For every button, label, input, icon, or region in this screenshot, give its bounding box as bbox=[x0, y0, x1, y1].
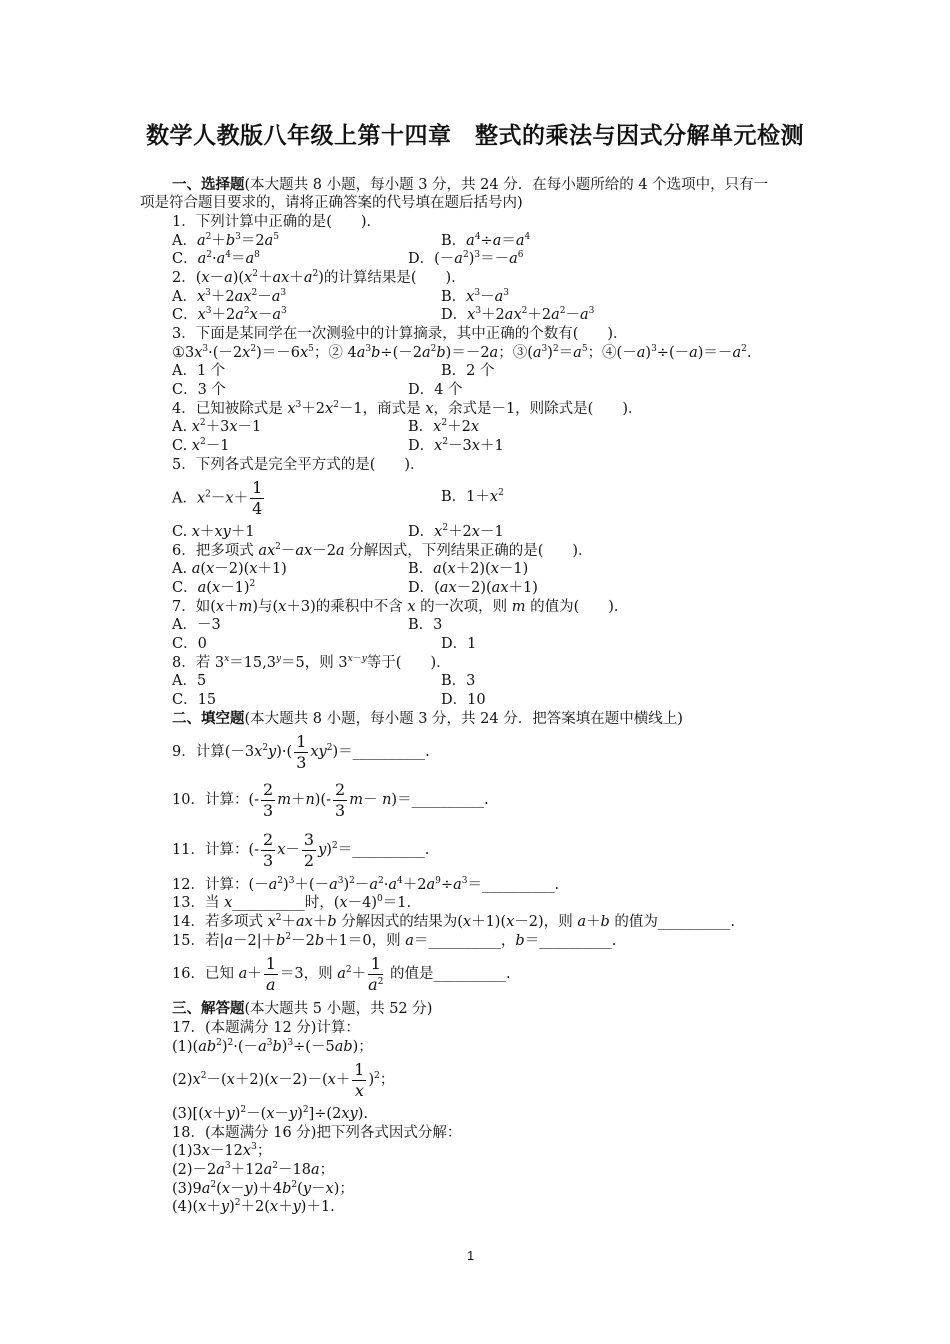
q2-stem-text: 的计算结果是( )． bbox=[323, 270, 466, 286]
q7-option-c: C．0 bbox=[172, 636, 207, 652]
q9: 9．计算$(-3x^2y)\cdot$( $\frac{1}{3}$ $xy^2)=\_\_\_\_\_\_\_\_\_\_$. bbox=[172, 731, 430, 772]
q14-label: 14．若多项式 bbox=[172, 914, 268, 930]
q2-stem: 2．$(x-a)(x^2+ax+a^2)$的计算结果是( )． bbox=[172, 269, 466, 286]
q10-blank[interactable]: __________ bbox=[411, 792, 485, 808]
q3-option-c: C．3 个 bbox=[172, 382, 226, 398]
q10-label: 10．计算： bbox=[172, 792, 249, 808]
q17-stem: 17．(本题满分 12 分)计算： bbox=[172, 1020, 360, 1036]
q4-option-c: C. $x^2-1$ bbox=[172, 437, 230, 454]
section3-desc: (本大题共 5 小题，共 52 分) bbox=[244, 1001, 433, 1017]
q9-blank[interactable]: __________ bbox=[352, 744, 426, 760]
q8-stem-a: 8．若 3 bbox=[172, 655, 225, 671]
q11: 11．计算：(- $\frac{2}{3}$ x－ $\frac{3}{2}$ y)$^2$＝__________. bbox=[172, 829, 430, 870]
q4-stem-c: ，余式是－1，则除式是( )． bbox=[433, 401, 643, 417]
q13-blank[interactable]: __________ bbox=[232, 895, 305, 911]
q5-option-d: D．$x^2+2x-1$ bbox=[408, 523, 504, 540]
q8-option-b: B．3 bbox=[441, 673, 476, 689]
q8-stem-d: 等于( )． bbox=[366, 655, 451, 671]
q8-option-a: A．5 bbox=[172, 673, 207, 689]
q6-option-c: C．$a(x-1)^2$ bbox=[172, 579, 256, 596]
q15: 15．若$|a-2|+b^2-2b+1=0$，则 a＝__________，b＝__________. bbox=[172, 932, 617, 949]
q6-stem-a: 6．把多项式 bbox=[172, 543, 259, 559]
q4-stem-a: 4．已知被除式是 bbox=[172, 401, 288, 417]
q18-part1: $(1)3x-12x^3$； bbox=[172, 1142, 272, 1159]
section1-desc-line1: (本大题共 8 小题，每小题 3 分，共 24 分．在每小题所给的 4 个选项中，只有一 bbox=[244, 177, 769, 193]
q12-label: 12．计算： bbox=[172, 877, 249, 893]
q3-stem: 3．下面是某同学在一次测验中的计算摘录，其中正确的个数有( )． bbox=[172, 326, 628, 342]
q18-part4: $(4)(x+y)^2+2(x+y)+1$. bbox=[172, 1198, 335, 1215]
q2-option-a: A．$x^3+2ax^2-a^3$ bbox=[172, 288, 287, 305]
q6-stem-b: 分解因式，下列结果正确的是( )． bbox=[344, 543, 593, 559]
q3-statements: $①3x^3\cdot(-2x^2)=-6x^5$；② $4a^3b\div(-2a^2b)=-2a$；$③(a^3)^2=a^5$；$④(-a)^3\div(-a)=-a^2$. bbox=[172, 344, 752, 361]
q8-stem-b: ＝15,3 bbox=[229, 655, 276, 671]
q1-option-a: A．$a^2+b^3=2a^5$ bbox=[172, 232, 280, 249]
q16-blank[interactable]: __________ bbox=[433, 966, 507, 982]
section1-heading: 一、选择题 bbox=[172, 177, 245, 193]
section3-header bbox=[172, 1000, 432, 1018]
q13-label: 13．当 bbox=[172, 895, 225, 911]
q17-part1: $(1)(ab^2)^2\cdot(-a^3b)^3\div(-5ab)$； bbox=[172, 1038, 373, 1055]
q14-blank[interactable]: __________ bbox=[657, 914, 731, 930]
q17-part2: $(2)x^2-(x+2)(x-2)-(x+$ $\frac{1}{x}$ )$^2$； bbox=[172, 1059, 395, 1100]
q11-blank[interactable]: __________ bbox=[352, 842, 425, 858]
q14-mid: 分解因式的结果为 bbox=[336, 914, 458, 930]
section2-header bbox=[172, 710, 683, 728]
q1-option-c: C．$a^2\cdot a^4=a^8$ bbox=[172, 250, 260, 267]
section2-desc: (本大题共 8 小题，每小题 3 分，共 24 分．把答案填在题中横线上) bbox=[244, 711, 683, 727]
q17-part3: $(3)[(x+y)^2-(x-y)^2]\div(2xy)$. bbox=[172, 1105, 368, 1122]
section1-desc-line2: 项是符合题目要求的，请将正确答案的代号填在题后括号内) bbox=[140, 195, 523, 211]
q4-stem-b: ，商式是 bbox=[362, 401, 426, 417]
q3-option-a: A．1 个 bbox=[172, 363, 226, 379]
q18-part2: $(2)-2a^3+12a^2-18a$； bbox=[172, 1161, 335, 1178]
q15-blank-a[interactable]: __________ bbox=[428, 933, 501, 949]
q5-option-c: C. x＋xy＋1 bbox=[172, 524, 255, 540]
q12-blank[interactable]: __________ bbox=[481, 877, 555, 893]
q14-tail: ，则 bbox=[543, 914, 578, 930]
section1-header bbox=[172, 176, 768, 194]
section3-heading: 三、解答题 bbox=[172, 1001, 245, 1017]
q12: 12．计算：$(-a^2)^3+(-a^3)^2-a^2\cdot a^4+2a^9\div a^3=\_\_\_\_\_\_\_\_\_\_$. bbox=[172, 876, 560, 893]
q8-stem-c: ＝5，则 3 bbox=[281, 655, 348, 671]
q14: 14．若多项式 $x^2+ax+b$ 分解因式的结果为(x＋1)(x－2)，则 a＋b 的值为__________. bbox=[172, 913, 735, 930]
q1-option-b: B．$a^4\div a=a^4$ bbox=[441, 232, 531, 249]
q8-option-c: C．15 bbox=[172, 692, 217, 708]
q15-label: 15．若 bbox=[172, 933, 220, 949]
q16-tail: 的值是 bbox=[385, 966, 434, 982]
q18-stem: 18．(本题满分 16 分)把下列各式因式分解： bbox=[172, 1125, 462, 1141]
q2-option-d: D．$x^3+2ax^2+2a^2-a^3$ bbox=[441, 306, 595, 323]
q11-label: 11．计算： bbox=[172, 842, 249, 858]
q16-label: 16．已知 bbox=[172, 966, 239, 982]
q6-option-d: D．(ax－2)(ax＋1) bbox=[408, 580, 538, 596]
q3-option-d: D．4 个 bbox=[408, 382, 463, 398]
q6-stem: 6．把多项式 $ax^2-ax-2a$ 分解因式，下列结果正确的是( )． bbox=[172, 542, 593, 559]
q4-option-d: D．$x^2-3x+1$ bbox=[408, 437, 504, 454]
q7-option-b: B．3 bbox=[408, 617, 443, 633]
q4-stem: 4．已知被除式是 $x^3+2x^2-1$，商式是 x，余式是－1，则除式是( )． bbox=[172, 400, 643, 417]
q4-option-b: B．$x^2+2x$ bbox=[408, 418, 479, 435]
q7-stem-b: 的乘积中不含 bbox=[315, 599, 408, 615]
q6-option-b: B．a(x＋2)(x－1) bbox=[408, 561, 529, 577]
q13: 13．当 x__________时，$(x-4)^0=1$. bbox=[172, 894, 412, 911]
q15-blank-b[interactable]: __________ bbox=[539, 933, 612, 949]
q16: 16．已知 a＋ $\frac{1}{a}$ ＝3，则 $a^2+$ $\frac{1}{a^2}$ 的值是__________. bbox=[172, 953, 511, 994]
q5-option-b: B．$1+x^2$ bbox=[441, 488, 504, 505]
q5-option-a: A．$x^2-x+$ $\frac{1}{4}$ bbox=[172, 478, 263, 518]
q10: 10．计算：(- $\frac{2}{3}$ m＋n)(- $\frac{2}{3}$ m－ n)＝__________. bbox=[172, 779, 489, 820]
q2-option-c: C．$x^3+2a^2x-a^3$ bbox=[172, 306, 287, 323]
q2-option-b: B．$x^3-a^3$ bbox=[441, 288, 509, 305]
page-title: 数学人教版八年级上第十四章 整式的乘法与因式分解单元检测 bbox=[146, 123, 804, 149]
q3-option-b: B．2 个 bbox=[441, 363, 495, 379]
q18-part3: $(3)9a^2(x-y)+4b^2(y-x)$； bbox=[172, 1180, 354, 1197]
q1-stem: 1．下列计算中正确的是( )． bbox=[172, 214, 382, 230]
q7-stem: 7．如(x＋m)与(x＋3)的乘积中不含 x 的一次项，则 m 的值为( )． bbox=[172, 599, 629, 615]
q7-stem-d: 的值为( )． bbox=[525, 599, 629, 615]
q8-stem: 8．若 $3^x=15,3^y=5$，则 $3^{x-y}$等于( )． bbox=[172, 654, 451, 671]
q8-option-d: D．10 bbox=[441, 692, 486, 708]
q6-option-a: A. a(x－2)(x＋1) bbox=[172, 561, 287, 577]
q7-stem-c: 的一次项，则 bbox=[415, 599, 512, 615]
page-number: 1 bbox=[467, 1248, 475, 1263]
q7-option-a: A．－3 bbox=[172, 617, 221, 633]
q9-label: 9．计算 bbox=[172, 744, 225, 760]
section2-heading: 二、填空题 bbox=[172, 711, 245, 727]
q5-stem: 5．下列各式是完全平方式的是( )． bbox=[172, 457, 425, 473]
q4-option-a: A. $x^2+3x-1$ bbox=[172, 418, 262, 435]
q1-option-d: D．$(-a^2)^3=-a^6$ bbox=[408, 250, 524, 267]
q7-option-d: D．1 bbox=[441, 636, 477, 652]
